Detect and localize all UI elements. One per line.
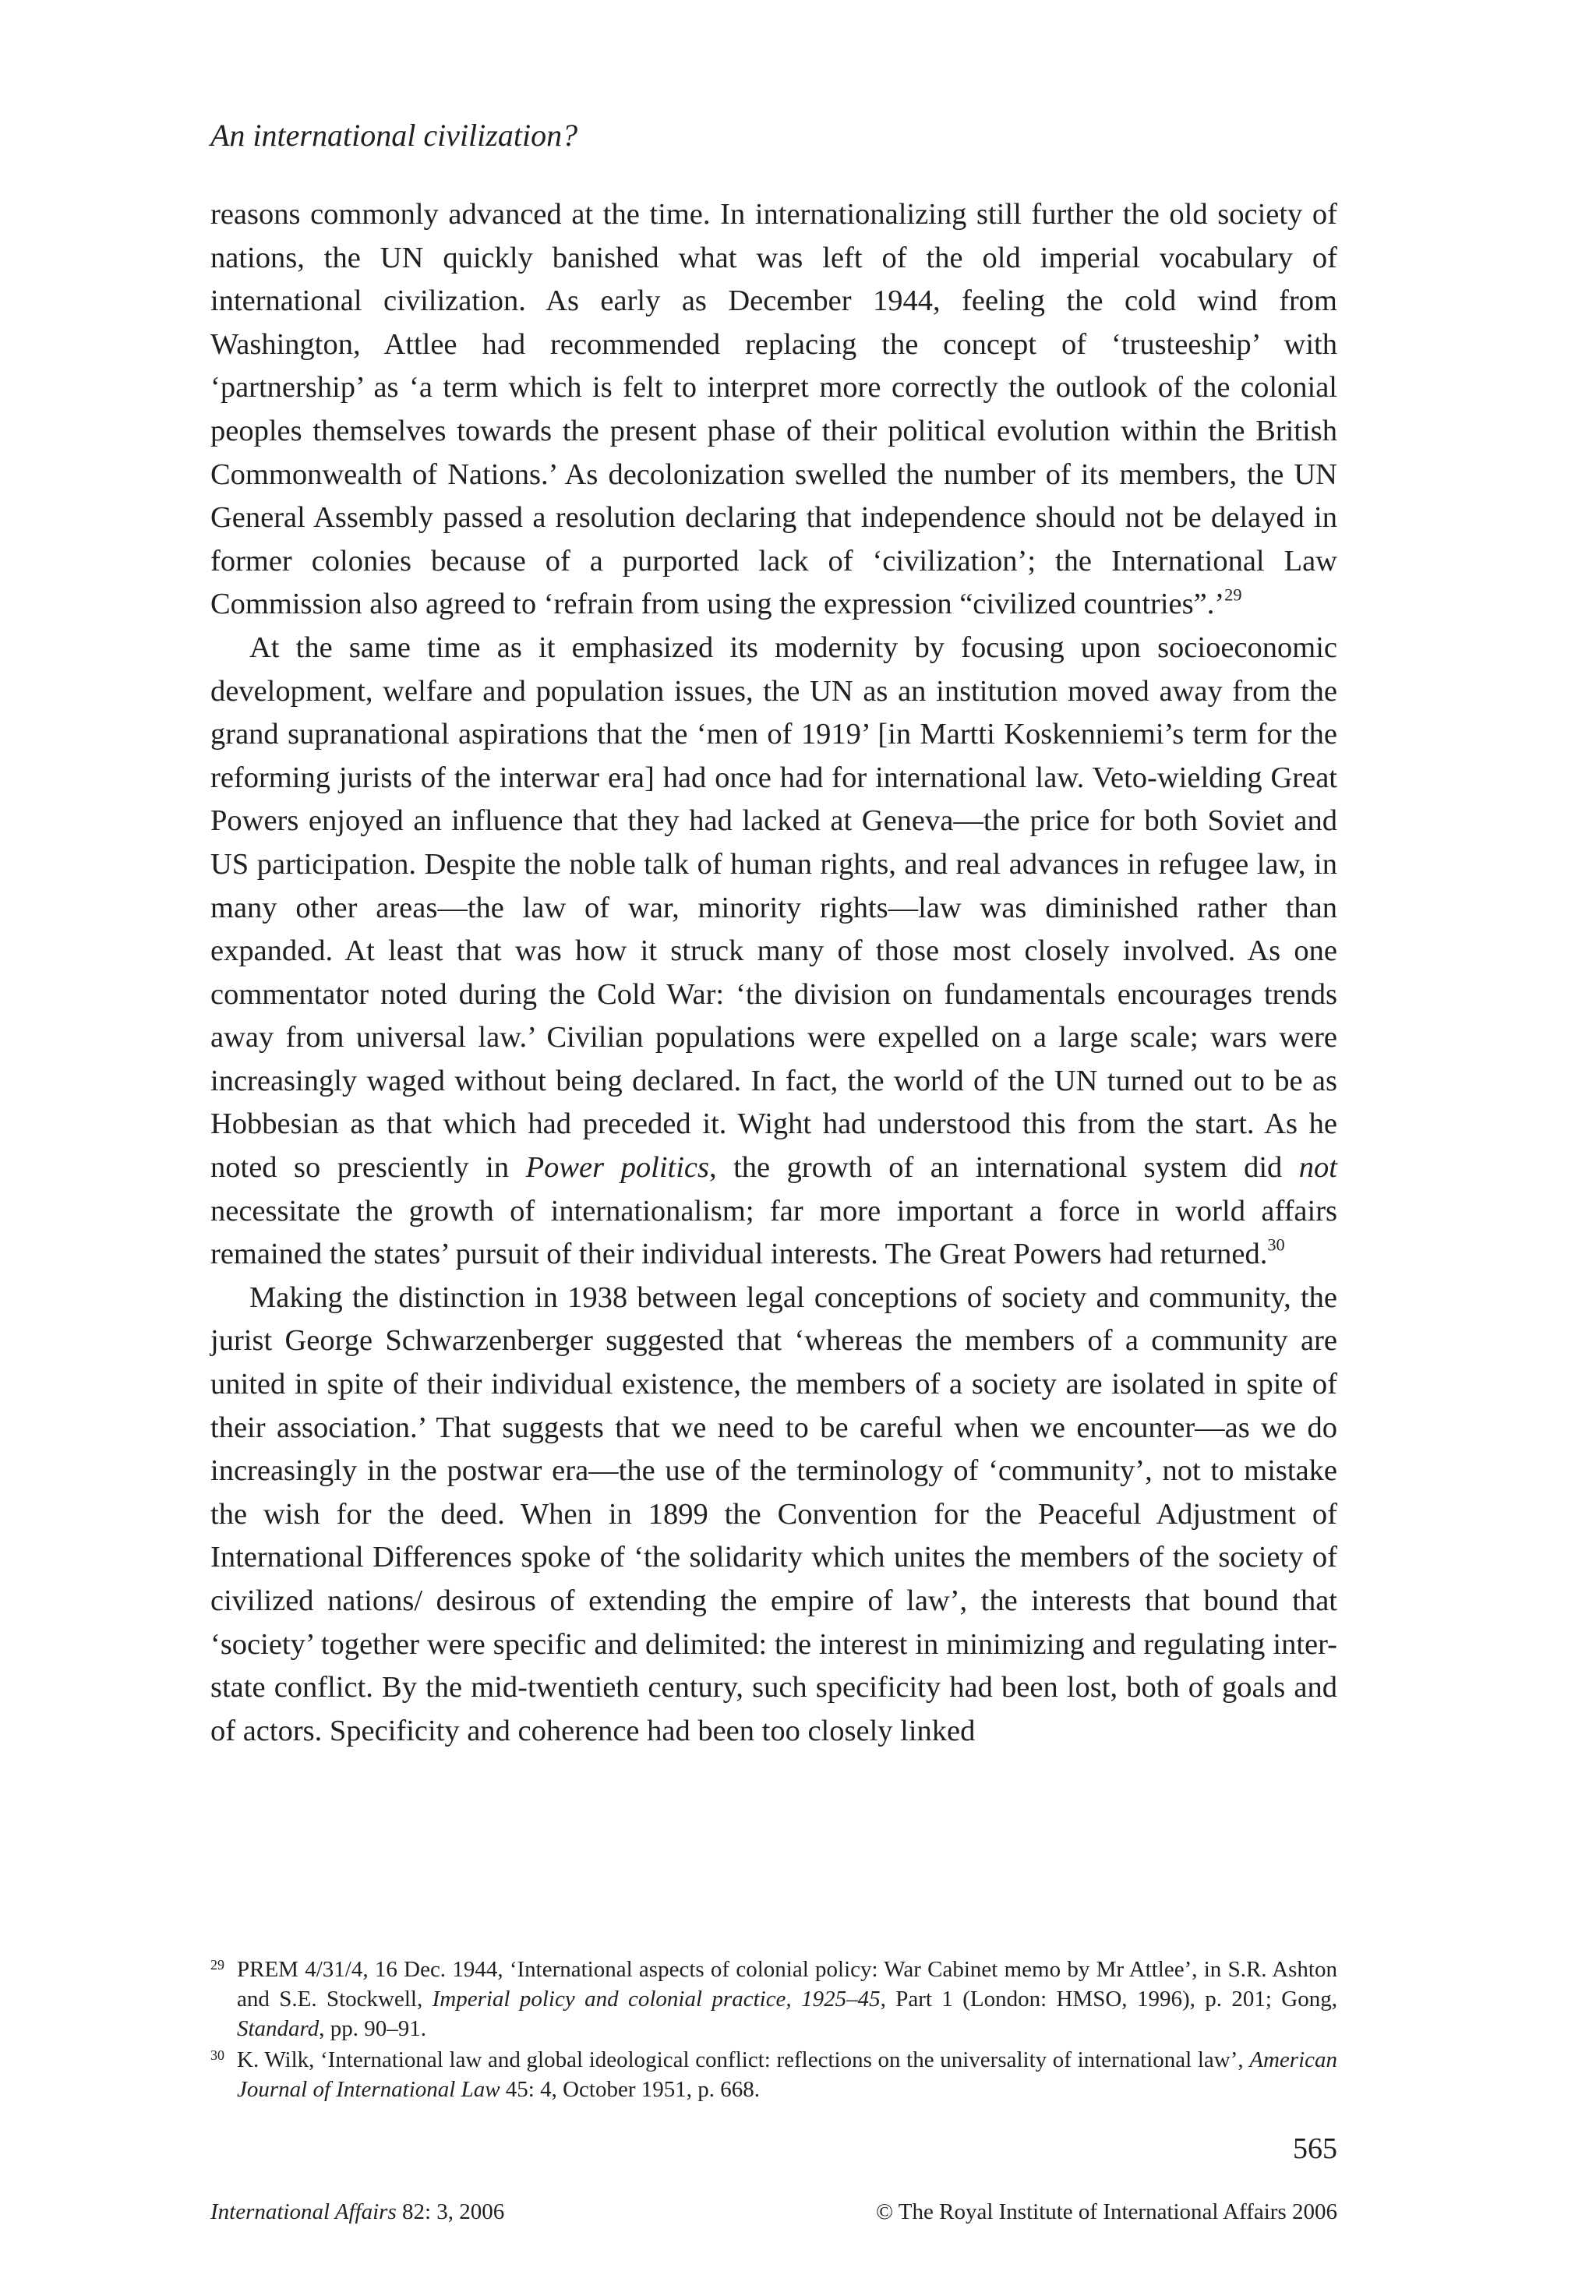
footnote-text: , Part 1 (London: HMSO, 1996), p. 201; Gong, — [880, 1987, 1337, 2012]
journal-name: International Affairs — [210, 2199, 397, 2224]
footnote-29 — [210, 1955, 1337, 2043]
footnote-30 — [210, 2045, 1337, 2104]
footnote-number: 30 — [210, 2047, 224, 2063]
book-title-power-politics: Power politics — [525, 1151, 709, 1185]
paragraph-1-text: reasons commonly advanced at the time. In internationalizing still further the old society of nations, the UN quickly banished what was left of the old imperial vocabulary of international civilization. As early as December 1944, feeling the cold wind from Washington, Attlee had recommended replacing the concept of ‘trusteeship’ with ‘partnership’ as ‘a term which is felt to interpret more correctly the outlook of the colonial peoples themselves towards the present phase of their political evolution within the British Commonwealth of Nations.’ As decolonization swelled the number of its members, the UN General Assembly passed a resolution declaring that independence should not be delayed in former colonies because of a purported lack of ‘civilization’; the International Law Commission also agreed to ‘refrain from using the expression “civilized countries”.’ — [210, 198, 1337, 621]
paragraph-2-text-1: At the same time as it emphasized its modernity by focusing upon socioeconomic development, welfare and population issues, the UN as an institution moved away from the grand supranational aspirations that the ‘men of 1919’ [in Martti Koskenniemi’s term for the reforming jurists of the interwar era] had once had for international law. Veto-wielding Great Powers enjoyed an influence that they had lacked at Geneva—the price for both Soviet and US participation. Despite the noble talk of human rights, and real advances in refugee law, in many other areas—the law of war, minority rights—law was diminished rather than expanded. At least that was how it struck many of those most closely involved. As one commentator noted during the Cold War: ‘the division on fundamentals encourages trends away from universal law.’ Civilian populations were expelled on a large scale; wars were increasingly waged without being declared. In fact, the world of the UN turned out to be as Hobbesian as that which had preceded it. Wight had understood this from the start. As he noted so presciently in — [210, 631, 1337, 1185]
footnote-number: 29 — [210, 1957, 224, 1973]
footnote-ref-30[interactable]: 30 — [1267, 1235, 1285, 1255]
running-head: An international civilization? — [210, 118, 578, 153]
footnote-text: 45: 4, October 1951, p. 668. — [500, 2077, 761, 2102]
paragraph-1 — [210, 193, 1337, 627]
paragraph-2 — [210, 627, 1337, 1277]
footnote-text: PREM 4/31/4, 16 Dec. 1944, ‘International aspects of colonial policy: War Cabinet memo by Mr Attlee’, in S.R. Ashton and S.E. Stockwell, — [237, 1957, 1337, 2012]
footnote-text: , pp. 90–91. — [319, 2016, 427, 2041]
main-text — [210, 193, 1337, 1753]
paragraph-3 — [210, 1277, 1337, 1754]
journal-issue: 82: 3, 2006 — [396, 2199, 505, 2224]
footnote-text: K. Wilk, ‘International law and global ideological conflict: reflections on the universality of international law’, — [237, 2047, 1250, 2072]
page-number: 565 — [1293, 2132, 1337, 2165]
footnote-ref-29[interactable]: 29 — [1224, 585, 1242, 605]
emphasis-not: not — [1298, 1151, 1337, 1185]
footer-journal-citation — [210, 2199, 504, 2225]
footnotes — [210, 1955, 1337, 2106]
paragraph-2-text-2: , the growth of an international system did — [708, 1151, 1299, 1185]
footnote-title: Imperial policy and colonial practice, 1925–45 — [432, 1987, 881, 2012]
footnote-title: Standard — [237, 2016, 320, 2041]
paragraph-2-text-3: necessitate the growth of internationalism; far more important a force in world affairs remained the states’ pursuit of their individual interests. The Great Powers had returned. — [210, 1194, 1337, 1271]
footer-copyright: © The Royal Institute of International Affairs 2006 — [876, 2199, 1337, 2224]
footnote-title: American Journal of International Law — [237, 2047, 1337, 2102]
paragraph-3-text: Making the distinction in 1938 between legal conceptions of society and community, the jurist George Schwarzenberger suggested that ‘whereas the members of a community are united in spite of their individual existence, the members of a society are isolated in spite of their association.’ That suggests that we need to be careful when we encounter—as we do increasingly in the postwar era—the use of the terminology of ‘community’, not to mistake the wish for the deed. When in 1899 the Convention for the Peaceful Adjustment of International Differences spoke of ‘the solidarity which unites the members of the society of civilized nations/ desirous of extending the empire of law’, the interests that bound that ‘society’ together were specific and delimited: the interest in minimizing and regulating inter-state conflict. By the mid-twentieth century, such specificity had been lost, both of goals and of actors. Specificity and coherence had been too closely linked — [210, 1280, 1337, 1747]
